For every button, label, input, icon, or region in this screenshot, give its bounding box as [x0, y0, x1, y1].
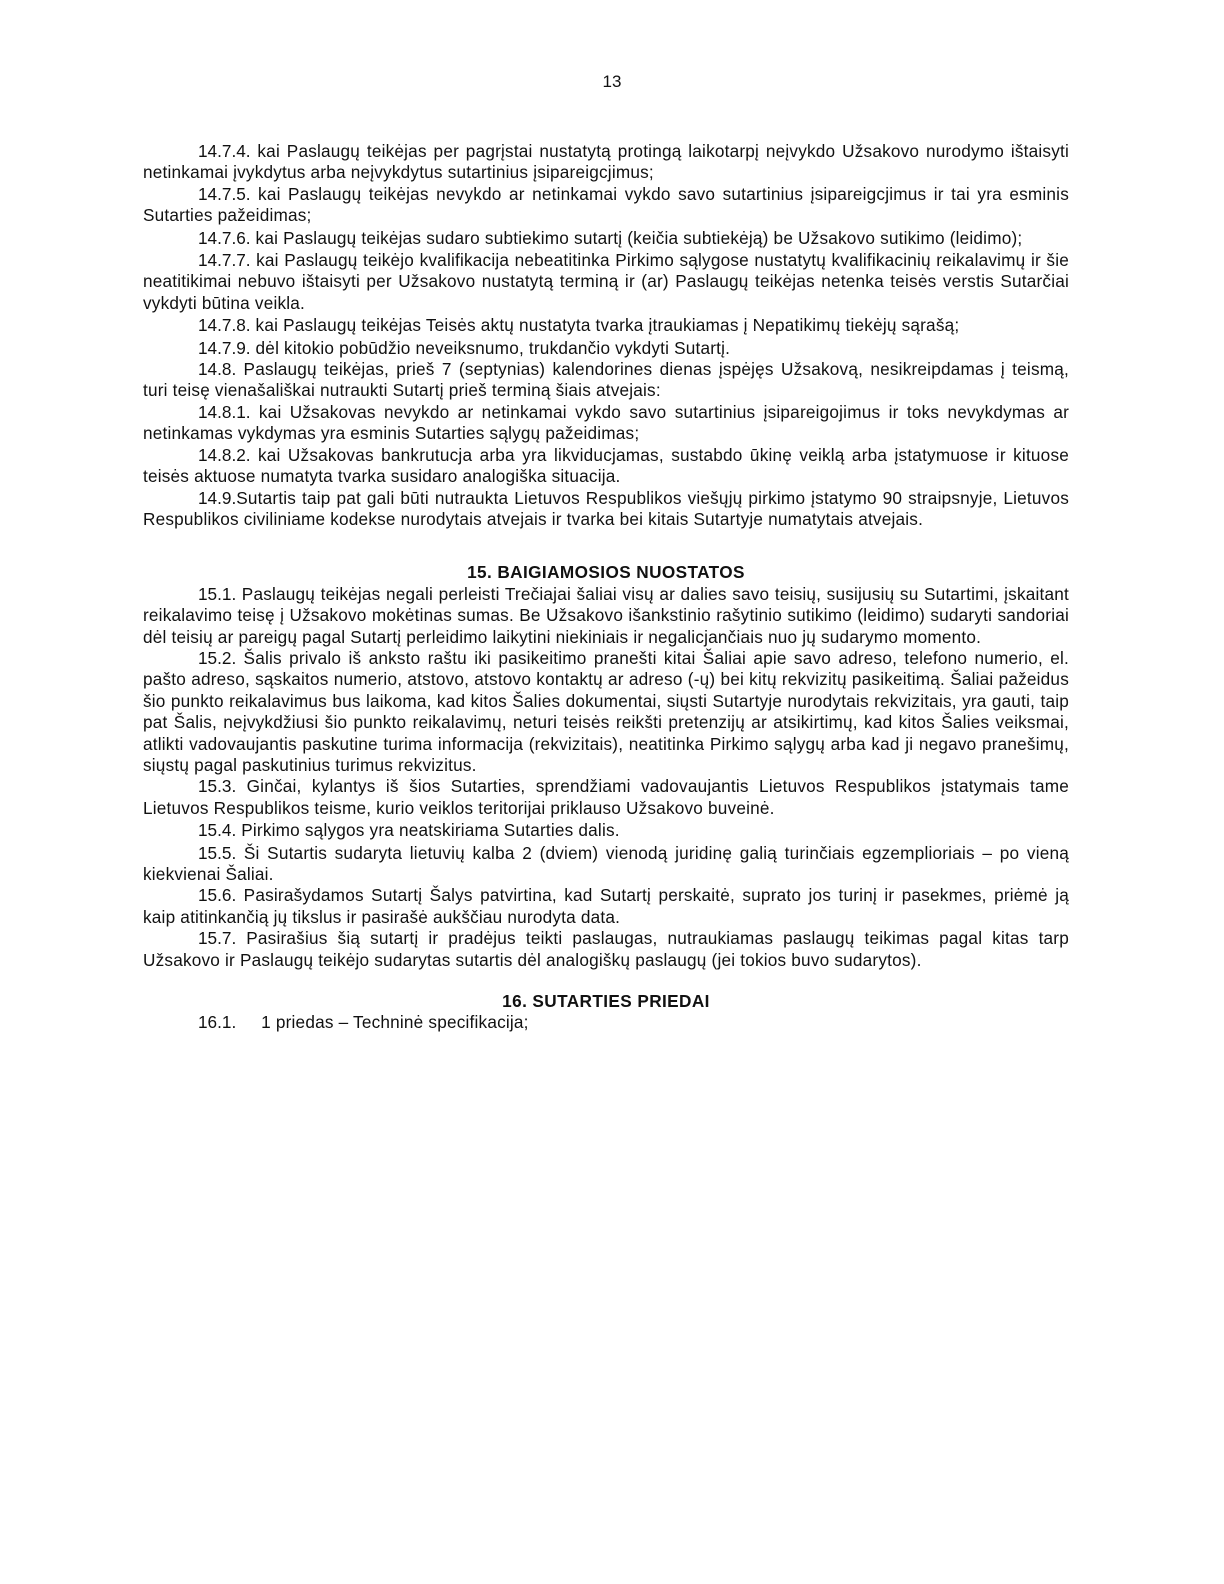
clause-text: Paslaugų teikėjas, prieš 7 (septynias) kalendorines dienas įspėjęs Užsakovą, nesikreipdamas į teismą, turi teisę vienašališkai nutraukti Sutartį prieš terminą šiais atvejais: — [143, 359, 1069, 401]
clause-14-7-6 — [143, 228, 1069, 249]
clause-text: Šalis privalo iš anksto raštu iki pasikeitimo pranešti kitai Šaliai apie savo adreso, telefono numerio, el. pašto adreso, sąskaitos numerio, atstovo, atstovo kontaktų ar adreso (-ų) bei kitų rekvizitų pasikeitimą. Šaliai pažeidus šio punkto reikalavimus bus laikoma, kad kitos Šalies dokumentai, siųsti Sutartyje nurodytais rekvizitais, yra gauti, taip pat Šalis, neįvykdžiusi šio punkto reikalavimų, neturi teisės reikšti pretenzijų ar atsikirtimų, kad kitos Šalies veiksmai, atlikti vadovaujantis paskutine turima informacija (rekvizitais), neatitinka Pirkimo sąlygų arba kad ji negavo pranešimų, siųstų pagal paskutinius turimus rekvizitus. — [143, 647, 1069, 775]
clause-14-8-2 — [143, 445, 1069, 488]
clause-15-5 — [143, 843, 1069, 886]
clause-text: Ši Sutartis sudaryta lietuvių kalba 2 (dviem) vienodą juridinę galią turinčiais egzemplioriais – po vieną kiekvienai Šaliai. — [143, 842, 1069, 884]
clause-14-9 — [143, 488, 1069, 531]
clause-14-7-7 — [143, 250, 1069, 314]
clause-text: Pirkimo sąlygos yra neatskiriama Sutarties dalis. — [241, 820, 620, 841]
section-15-heading: 15. BAIGIAMOSIOS NUOSTATOS — [467, 562, 745, 583]
clause-number: 15.3. — [198, 776, 237, 797]
clause-number: 14.8. — [198, 359, 237, 380]
section-16-heading: 16. SUTARTIES PRIEDAI — [502, 991, 710, 1012]
clause-number: 15.4. — [198, 820, 237, 841]
clause-16-1 — [143, 1012, 1069, 1033]
clause-number: 15.2. — [198, 647, 237, 668]
clause-15-2 — [143, 648, 1069, 776]
clause-text: dėl kitokio pobūdžio neveiksnumo, trukdančio vykdyti Sutartį. — [255, 337, 731, 358]
clause-text: kai Paslaugų teikėjas nevykdo ar netinkamai vykdo savo sutartinius įsipareigcjimus ir tai yra esminis Sutarties pažeidimas; — [143, 183, 1069, 226]
clause-number: 16.1. — [198, 1012, 237, 1033]
clause-text: kai Paslaugų teikėjas sudaro subtiekimo sutartį (keičia subtiekėją) be Užsakovo sutikimo (leidimo); — [255, 227, 1023, 248]
clause-15-4 — [143, 820, 1069, 841]
clause-number: 14.7.5. — [198, 183, 251, 204]
clause-15-7 — [143, 928, 1069, 971]
clause-text: kai Paslaugų teikėjas Teisės aktų nustatyta tvarka įtraukiamas į Nepatikimų tiekėjų sąrašą; — [255, 315, 960, 336]
clause-number: 14.8.2. — [198, 444, 251, 465]
clause-text: kai Paslaugų teikėjas per pagrįstai nustatytą protingą laikotarpį neįvykdo Užsakovo nurodymo ištaisyti netinkamai įvykdytus arba neįvykdytus sutartinius įsipareigcjimus; — [143, 141, 1069, 183]
page-number: 13 — [602, 72, 622, 91]
clause-text: Sutartis taip pat gali būti nutraukta Lietuvos Respublikos viešųjų pirkimo įstatymo 90 straipsnyje, Lietuvos Respublikos civiliniame kodekse nurodytais atvejais ir tvarka bei kitais Sutartyje numatytais atvejais. — [143, 487, 1069, 529]
clause-14-8 — [143, 359, 1069, 402]
clause-number: 14.8.1. — [198, 401, 251, 422]
clause-number: 14.7.6. — [198, 227, 251, 248]
clause-14-7-8 — [143, 315, 1069, 336]
clause-14-7-5 — [143, 184, 1069, 227]
clause-text: kai Paslaugų teikėjo kvalifikacija nebeatitinka Pirkimo sąlygose nustatytų kvalifikacinių reikalavimų ir šie neatitikimai nebuvo ištaisyti per Užsakovo nustatytą terminą ir (ar) Paslaugų teikėjas netenka teisės verstis Sutarčiai vykdyti būtina veikla. — [143, 250, 1069, 313]
clause-text: Pasirašydamos Sutartį Šalys patvirtina, kad Sutartį perskaitė, suprato jos turinį ir pasekmes, priėmė ją kaip atitinkančią jų tikslus ir pasirašė aukščiau nurodyta data. — [143, 885, 1069, 927]
clause-text: Pasirašius šią sutartį ir pradėjus teikti paslaugas, nutraukiamas paslaugų teikimas pagal kitas tarp Užsakovo ir Paslaugų teikėjo sudarytas sutartis dėl analogiškų paslaugų (jei tokios buvo sudarytos). — [143, 928, 1069, 970]
clause-number: 15.7. — [198, 928, 237, 949]
clause-number: 15.6. — [198, 885, 237, 906]
clause-15-1 — [143, 584, 1069, 648]
clause-text: Paslaugų teikėjas negali perleisti Trečiajai šaliai visų ar dalies savo teisių, susijusių su Sutartimi, įskaitant reikalavimo teisę į Užsakovo mokėtinas sumas. Be Užsakovo išankstinio rašytinio sutikimo (leidimo) sudaryti sandoriai dėl teisių ar pareigų pagal Sutartį perleidimo laikytini niekiniais ir negalicjančiais nuo jų sudarymo momento. — [143, 583, 1069, 647]
clause-15-6 — [143, 885, 1069, 928]
clause-15-3 — [143, 776, 1069, 819]
clause-number: 14.7.4. — [198, 141, 251, 161]
clause-number: 14.7.9. — [198, 337, 251, 358]
clause-14-7-9 — [143, 338, 1069, 359]
clause-number: 15.1. — [198, 583, 237, 604]
clause-text: Ginčai, kylantys iš šios Sutarties, sprendžiami vadovaujantis Lietuvos Respublikos įstatymais tame Lietuvos Respublikos teisme, kurio veiklos teritorijai priklauso Užsakovo buveinė. — [143, 776, 1069, 818]
clause-text: kai Užsakovas nevykdo ar netinkamai vykdo savo sutartinius įsipareigojimus ir toks nevykdymas ar netinkamas vykdymas yra esminis Sutarties sąlygų pažeidimas; — [143, 401, 1070, 444]
clause-number: 14.7.7. — [198, 250, 251, 271]
clause-text: kai Užsakovas bankrutucja arba yra likviducjamas, sustabdo ūkinę veiklą arba įstatymuose ir kituose teisės aktuose numatyta tvarka susidaro analogiška situacija. — [143, 444, 1069, 487]
clause-14-7-4 — [143, 141, 1069, 184]
clause-text: 1 priedas – Techninė specifikacija; — [261, 1012, 529, 1033]
clause-number: 15.5. — [198, 842, 237, 863]
clause-14-8-1 — [143, 402, 1069, 445]
clause-number: 14.7.8. — [198, 315, 251, 336]
clause-number: 14.9. — [198, 487, 237, 508]
document-body — [143, 141, 1069, 1034]
